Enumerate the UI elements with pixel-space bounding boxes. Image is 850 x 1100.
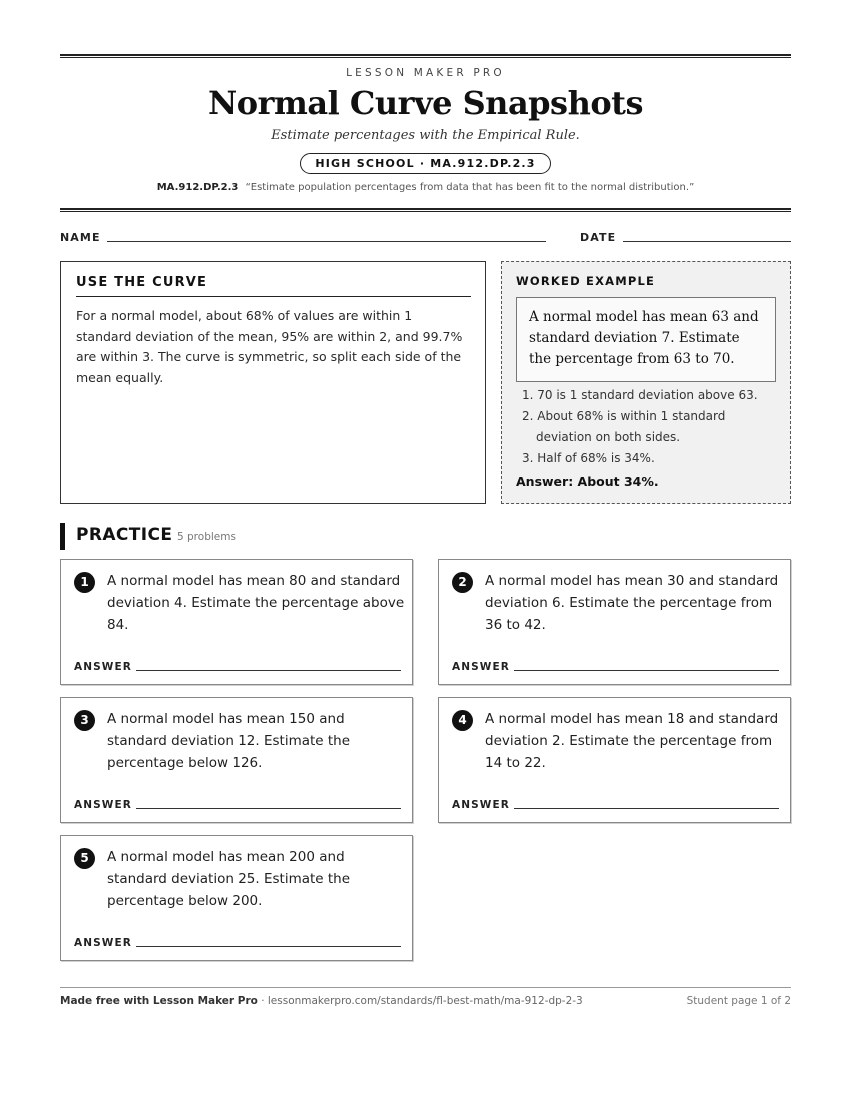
problem-text: A normal model has mean 200 and standard deviation 25. Estimate the percentage below 200.	[107, 849, 351, 909]
worked-example-step: 3. Half of 68% is 34%.	[522, 451, 655, 465]
problem-number-badge: 1	[74, 572, 95, 593]
page-title: Normal Curve Snapshots	[208, 84, 643, 122]
use-the-curve-panel	[60, 261, 486, 504]
answer-field[interactable]	[136, 670, 401, 671]
problem-card-5	[60, 835, 413, 961]
worked-example-panel	[501, 261, 791, 504]
problem-number-badge: 5	[74, 848, 95, 869]
brand-name: LESSON MAKER PRO	[346, 67, 505, 79]
problem-text: A normal model has mean 18 and standard deviation 2. Estimate the percentage from 14 to 22.	[485, 711, 779, 771]
problem-card-1	[60, 559, 413, 685]
date-field[interactable]	[623, 241, 791, 242]
standard-code: MA.912.DP.2.3	[156, 182, 239, 193]
header-top-rule	[60, 54, 791, 58]
worked-example-heading: WORKED EXAMPLE	[516, 274, 656, 288]
name-field[interactable]	[107, 241, 546, 242]
worked-example-step: 2. About 68% is within 1 standard deviation on both sides.	[522, 409, 726, 444]
problem-text: A normal model has mean 80 and standard deviation 4. Estimate the percentage above 84.	[107, 573, 405, 633]
footer-page-number: Student page 1 of 2	[686, 995, 791, 1007]
problem-number-badge: 3	[74, 710, 95, 731]
answer-label: ANSWER	[74, 799, 132, 811]
answer-field[interactable]	[514, 670, 779, 671]
standard-description	[60, 182, 791, 193]
name-label: NAME	[60, 231, 101, 244]
footer-credit	[60, 995, 583, 1007]
problem-card-2	[438, 559, 791, 685]
use-the-curve-text: For a normal model, about 68% of values are within 1 standard deviation of the mean, 95% are within 2, and 99.7% are within 3. The curve is symmetric, so split each side of the mean equally.	[76, 308, 463, 385]
date-label: DATE	[580, 231, 617, 244]
use-the-curve-heading: USE THE CURVE	[76, 275, 471, 297]
problem-text: A normal model has mean 150 and standard deviation 12. Estimate the percentage below 126.	[107, 711, 351, 771]
practice-heading: PRACTICE	[76, 525, 173, 545]
footer-rule	[60, 987, 791, 988]
answer-field[interactable]	[136, 808, 401, 809]
answer-label: ANSWER	[74, 661, 132, 673]
answer-label: ANSWER	[74, 937, 132, 949]
standard-text: “Estimate population percentages from data that has been fit to the normal distribution.”	[245, 182, 695, 193]
worked-example-steps	[516, 385, 778, 469]
answer-label: ANSWER	[452, 799, 510, 811]
worksheet-page	[60, 0, 791, 1100]
problem-number-badge: 2	[452, 572, 473, 593]
problem-card-3	[60, 697, 413, 823]
footer-made-with: Made free with Lesson Maker Pro	[60, 995, 258, 1007]
problem-text: A normal model has mean 30 and standard deviation 6. Estimate the percentage from 36 to 42.	[485, 573, 779, 633]
header-bottom-rule	[60, 208, 791, 212]
answer-field[interactable]	[136, 946, 401, 947]
answer-field[interactable]	[514, 808, 779, 809]
worked-example-problem: A normal model has mean 63 and standard deviation 7. Estimate the percentage from 63 to 70.	[516, 297, 776, 382]
worked-example-answer: Answer: About 34%.	[516, 474, 659, 489]
problem-number-badge: 4	[452, 710, 473, 731]
answer-label: ANSWER	[452, 661, 510, 673]
page-subtitle: Estimate percentages with the Empirical Rule.	[271, 128, 580, 143]
footer-url[interactable]: · lessonmakerpro.com/standards/fl-best-math/ma-912-dp-2-3	[257, 995, 583, 1007]
problem-card-4	[438, 697, 791, 823]
grade-badge-wrap	[60, 152, 791, 174]
practice-count: 5 problems	[177, 531, 236, 543]
worked-example-step: 1. 70 is 1 standard deviation above 63.	[522, 388, 758, 402]
practice-accent-bar	[60, 523, 65, 550]
grade-badge: HIGH SCHOOL · MA.912.DP.2.3	[300, 153, 550, 174]
